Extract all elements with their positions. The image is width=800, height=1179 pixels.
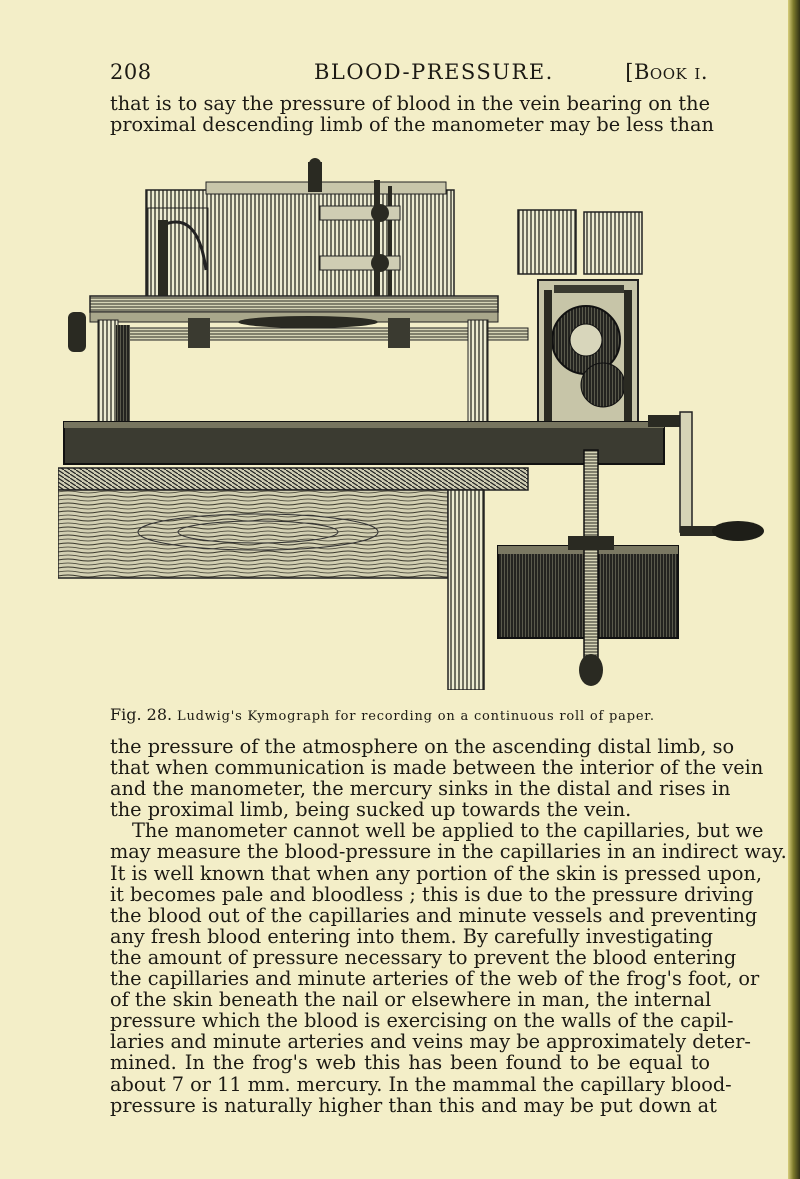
text-line: laries and minute arteries and veins may be approximately deter- xyxy=(110,1030,751,1054)
figure-caption xyxy=(110,705,710,724)
paragraph-main xyxy=(110,735,787,1117)
figure-label: Fig. 28. xyxy=(110,705,173,724)
text-line: that when communication is made between the interior of the vein xyxy=(110,756,764,780)
text-line: and the manometer, the mercury sinks in the distal and rises in xyxy=(110,777,731,801)
text-line: the proximal limb, being sucked up towards the vein. xyxy=(110,798,632,822)
wooden-table xyxy=(58,468,528,690)
text-line: proximal descending limb of the manometer may be less than xyxy=(110,113,714,137)
text-line: the amount of pressure necessary to prevent the blood entering xyxy=(110,945,737,969)
text-line: the blood out of the capillaries and minute vessels and preventing xyxy=(110,903,758,927)
crank-handle xyxy=(648,412,764,541)
page-number: 208 xyxy=(110,60,152,84)
running-head xyxy=(110,60,710,86)
figure-caption-text: Ludwig's Kymograph for recording on a continuous roll of paper. xyxy=(177,709,655,724)
text-line: it becomes pale and bloodless ; this is due to the pressure driving xyxy=(110,882,754,906)
book-label: [Book i. xyxy=(625,60,708,84)
page-edge xyxy=(788,0,800,1179)
text-line: pressure which the blood is exercising on the walls of the capil- xyxy=(110,1009,734,1033)
text-line: The manometer cannot well be applied to the capillaries, but we xyxy=(132,819,764,843)
text-line: pressure is naturally higher than this and may be put down at xyxy=(110,1093,717,1117)
paragraph-top xyxy=(110,92,714,137)
running-title: BLOOD-PRESSURE. xyxy=(314,60,554,84)
paper-drum-assembly xyxy=(146,158,454,300)
baseboard xyxy=(64,422,664,464)
text-line: the pressure of the atmosphere on the ascending distal limb, so xyxy=(110,735,735,758)
text-line: It is well known that when any portion of the skin is pressed upon, xyxy=(110,861,763,885)
text-line: mined. In the frog's web this has been found to be equal to xyxy=(110,1051,710,1075)
clockwork-housing xyxy=(518,210,642,430)
text-line: that is to say the pressure of blood in the vein bearing on the xyxy=(110,92,710,115)
kymograph-figure xyxy=(58,150,768,690)
text-line: may measure the blood-pressure in the capillaries in an indirect way. xyxy=(110,840,787,864)
text-line: any fresh blood entering into them. By carefully investigating xyxy=(110,924,714,948)
text-line: the capillaries and minute arteries of the web of the frog's foot, or xyxy=(110,967,760,991)
text-line: of the skin beneath the nail or elsewhere in man, the internal xyxy=(110,988,712,1012)
upper-rail xyxy=(90,296,498,312)
text-line: about 7 or 11 mm. mercury. In the mammal the capillary blood- xyxy=(110,1072,732,1096)
